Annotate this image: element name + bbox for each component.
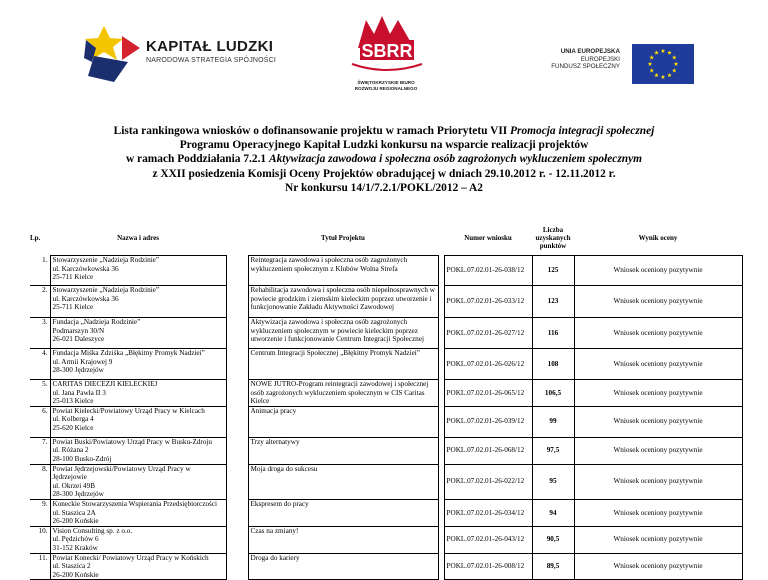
- table-row: [30, 318, 742, 349]
- evaluation-result: Wniosek oceniony pozytywnie: [574, 553, 742, 580]
- points-value: 125: [532, 256, 574, 286]
- title-line-2: Programu Operacyjnego Kapitał Ludzki konkursu na wsparcie realizacji projektów: [179, 139, 589, 152]
- eu-logo: [551, 44, 694, 84]
- project-title: Ekspresem do pracy: [250, 499, 309, 508]
- row-project-cell: [248, 499, 438, 526]
- table-row: [30, 349, 742, 380]
- title-line-1: [80, 124, 688, 138]
- evaluation-result: Wniosek oceniony pozytywnie: [574, 318, 742, 349]
- header-lp: Lp.: [30, 234, 41, 243]
- evaluation-result: Wniosek oceniony pozytywnie: [574, 349, 742, 380]
- table-row: [30, 437, 742, 464]
- table-row: [30, 286, 742, 318]
- project-title: Czas na zmiany!: [250, 526, 299, 535]
- applicant-address-street: ul. Staszica 2: [52, 562, 91, 571]
- header-result: Wynik oceny: [638, 233, 678, 242]
- title-line-3-italic: Aktywizacja zawodowa i społeczna osób zagrożonych wykluczeniem społecznym: [268, 153, 643, 166]
- sbrr-line-2: ROZWOJU REGIONALNEGO: [354, 86, 418, 91]
- row-spacer: [226, 380, 248, 407]
- applicant-name: Vision Consulting sp. z o.o.: [52, 526, 133, 535]
- applicant-name: Fundacja Miśka Zdziśka „Błękitny Promyk Nadziei”: [52, 349, 205, 357]
- table-row: [30, 464, 742, 499]
- evaluation-result: Wniosek oceniony pozytywnie: [574, 526, 742, 553]
- row-lp: 1.: [30, 256, 50, 286]
- row-project-cell: [248, 256, 438, 286]
- table-body: [30, 256, 742, 580]
- application-number: POKL.07.02.01-26-039/12: [444, 406, 532, 437]
- applicant-address-street: ul. Karczówkowska 36: [52, 264, 119, 273]
- row-name-cell: [50, 380, 226, 407]
- points-value: 95: [532, 464, 574, 499]
- header-number: Numer wniosku: [464, 233, 512, 242]
- table-row: [30, 380, 742, 407]
- row-project-cell: [248, 349, 438, 380]
- points-value: 106,5: [532, 380, 574, 407]
- row-lp: 8.: [30, 464, 50, 499]
- sbrr-logo: [338, 10, 434, 96]
- row-lp: 3.: [30, 318, 50, 349]
- points-value: 99: [532, 406, 574, 437]
- header-name: Nazwa i adres: [117, 233, 159, 242]
- row-project-cell: [248, 286, 438, 318]
- applicant-address-street: Podmarszyn 30/N: [52, 326, 105, 335]
- row-lp: 2.: [30, 286, 50, 318]
- kapital-ludzki-emblem-icon: [84, 22, 144, 84]
- row-name-cell: [50, 318, 226, 349]
- applicant-address-city: 28-300 Jędrzejów: [52, 490, 104, 499]
- applicant-address-city: 26-200 Końskie: [52, 517, 99, 526]
- applicant-address-street: ul. Armii Krajowej 9: [52, 357, 113, 366]
- table-row: [30, 526, 742, 553]
- applicant-address-city: 26-200 Końskie: [52, 570, 99, 579]
- application-number: POKL.07.02.01-26-008/12: [444, 553, 532, 580]
- project-title: Trzy alternatywy: [250, 437, 300, 446]
- row-project-cell: [248, 526, 438, 553]
- applicant-address-street: ul. Karczówkowska 36: [52, 294, 119, 303]
- row-lp: 4.: [30, 349, 50, 380]
- kapital-ludzki-logo: [84, 22, 277, 84]
- application-number: POKL.07.02.01-26-038/12: [444, 256, 532, 286]
- project-title: Moja droga do sukcesu: [250, 464, 318, 473]
- row-name-cell: [50, 499, 226, 526]
- application-number: POKL.07.02.01-26-068/12: [444, 437, 532, 464]
- row-lp: 11.: [30, 553, 50, 580]
- sbrr-line-1: ŚWIĘTOKRZYSKIE BIURO: [357, 80, 415, 85]
- table-row: [30, 553, 742, 580]
- evaluation-result: Wniosek oceniony pozytywnie: [574, 380, 742, 407]
- applicant-address-street: ul. Kolberga 4: [52, 415, 94, 424]
- row-spacer: [226, 553, 248, 580]
- ranking-table: [30, 221, 743, 580]
- points-value: 90,5: [532, 526, 574, 553]
- row-project-cell: [248, 318, 438, 349]
- row-name-cell: [50, 553, 226, 580]
- row-project-cell: [248, 553, 438, 580]
- evaluation-result: Wniosek oceniony pozytywnie: [574, 464, 742, 499]
- points-value: 94: [532, 499, 574, 526]
- application-number: POKL.07.02.01-26-034/12: [444, 499, 532, 526]
- row-name-cell: [50, 286, 226, 318]
- application-number: POKL.07.02.01-26-065/12: [444, 380, 532, 407]
- applicant-address-city: 25-711 Kielce: [52, 273, 94, 282]
- application-number: POKL.07.02.01-26-026/12: [444, 349, 532, 380]
- project-title: Animacja pracy: [250, 406, 297, 415]
- eu-line-1: UNIA EUROPEJSKA: [560, 48, 620, 55]
- row-spacer: [226, 256, 248, 286]
- row-spacer: [226, 286, 248, 318]
- row-lp: 10.: [30, 526, 50, 553]
- applicant-address-city: 25-711 Kielce: [52, 303, 94, 312]
- header-points: Liczba uzyskanych punktów: [535, 225, 571, 251]
- applicant-address-street: ul. Różana 2: [52, 446, 89, 455]
- application-number: POKL.07.02.01-26-043/12: [444, 526, 532, 553]
- kapital-ludzki-subtitle: NARODOWA STRATEGIA SPÓJNOŚCI: [146, 57, 277, 64]
- evaluation-result: Wniosek oceniony pozytywnie: [574, 406, 742, 437]
- table-row: [30, 256, 742, 286]
- evaluation-result: Wniosek oceniony pozytywnie: [574, 499, 742, 526]
- applicant-name: Powiat Jędrzejowski/Powiatowy Urząd Pracy w Jędrzejowie: [52, 464, 191, 482]
- title-line-3: [80, 152, 688, 166]
- applicant-name: Powiat Buski/Powiatowy Urząd Pracy w Busku-Zdroju: [52, 437, 213, 446]
- title-line-4: z XXII posiedzenia Komisji Oceny Projektów obradującej w dniach 29.10.2012 r. - 12.11.2012 r.: [152, 167, 616, 180]
- applicant-name: Stowarzyszenie „Nadzieja Rodzinie”: [52, 256, 160, 264]
- row-project-cell: [248, 406, 438, 437]
- applicant-name: Stowarzyszenie „Nadzieja Rodzinie”: [52, 286, 160, 294]
- evaluation-result: Wniosek oceniony pozytywnie: [574, 437, 742, 464]
- application-number: POKL.07.02.01-26-027/12: [444, 318, 532, 349]
- title-line-1-italic: Promocja integracji społecznej: [510, 125, 655, 137]
- row-spacer: [226, 499, 248, 526]
- eu-flag-icon: [632, 44, 694, 84]
- applicant-name: Powiat Kielecki/Powiatowy Urząd Pracy w Kielcach: [52, 406, 205, 415]
- eu-text-block: [551, 48, 620, 71]
- applicant-address-street: ul. Staszica 2A: [52, 508, 96, 517]
- applicant-name: Koneckie Stowarzyszenia Wspierania Przedsiębiorczości: [52, 499, 218, 508]
- title-line-1-text: Lista rankingowa wniosków o dofinansowanie projektu w ramach Priorytetu VII: [113, 125, 511, 137]
- table-row: [30, 499, 742, 526]
- evaluation-result: Wniosek oceniony pozytywnie: [574, 286, 742, 318]
- applicant-address-city: 25-013 Kielce: [52, 397, 94, 406]
- row-name-cell: [50, 437, 226, 464]
- project-title: Rehabilitacja zawodowa i społeczna osób niepełnosprawnych w powiecie grodzkim i ziemskim kieleckim poprzez utworzenie i funkcjonowanie Zakładu Aktywności Zawodowej: [250, 286, 435, 312]
- applicant-address-city: 26-021 Daleszyce: [52, 335, 105, 344]
- row-name-cell: [50, 349, 226, 380]
- title-line-5: Nr konkursu 14/1/7.2.1/POKL/2012 – A2: [285, 181, 483, 194]
- row-name-cell: [50, 256, 226, 286]
- applicant-name: Powiat Konecki/ Powiatowy Urząd Pracy w Końskich: [52, 553, 209, 562]
- applicant-address-street: ul. Pędzichów 6: [52, 535, 99, 544]
- table-header-row: [30, 221, 742, 256]
- applicant-address-city: 25-620 Kielce: [52, 423, 94, 432]
- applicant-name: Fundacja „Nadzieja Rodzinie”: [52, 318, 141, 326]
- sbrr-mark: SBRR: [361, 41, 413, 61]
- application-number: POKL.07.02.01-26-033/12: [444, 286, 532, 318]
- points-value: 108: [532, 349, 574, 380]
- row-name-cell: [50, 526, 226, 553]
- row-lp: 6.: [30, 406, 50, 437]
- applicant-address-street: ul. Jana Pawła II 3: [52, 388, 106, 397]
- points-value: 116: [532, 318, 574, 349]
- row-lp: 7.: [30, 437, 50, 464]
- project-title: Aktywizacja zawodowa i społeczna osób zagrożonych wykluczeniem społecznym w powiecie kieleckim poprzez utworzenie i funkcjonowanie Centrum Integracji Społecznej: [250, 318, 424, 344]
- points-value: 89,5: [532, 553, 574, 580]
- eu-line-3: FUNDUSZ SPOŁECZNY: [551, 63, 620, 71]
- applicant-address-street: ul. Okrzei 49B: [52, 481, 96, 490]
- row-spacer: [226, 349, 248, 380]
- row-spacer: [226, 318, 248, 349]
- row-spacer: [226, 406, 248, 437]
- row-spacer: [226, 437, 248, 464]
- row-lp: 5.: [30, 380, 50, 407]
- applicant-address-city: 31-152 Kraków: [52, 543, 98, 552]
- row-project-cell: [248, 464, 438, 499]
- row-name-cell: [50, 406, 226, 437]
- project-title: Centrum Integracji Społecznej „Błękitny Promyk Nadziei”: [250, 349, 420, 357]
- row-project-cell: [248, 380, 438, 407]
- application-number: POKL.07.02.01-26-022/12: [444, 464, 532, 499]
- row-spacer: [226, 464, 248, 499]
- points-value: 123: [532, 286, 574, 318]
- applicant-address-city: 28-300 Jędrzejów: [52, 366, 104, 375]
- row-name-cell: [50, 464, 226, 499]
- header-spacer-1: [226, 221, 248, 256]
- table-row: [30, 406, 742, 437]
- eu-line-2: EUROPEJSKI: [580, 55, 620, 63]
- kapital-ludzki-name: KAPITAŁ LUDZKI: [146, 38, 274, 55]
- project-title: Reintegracja zawodowa i społeczna osób zagrożonych wykluczeniem społecznym z Klubów Wolna Strefa: [250, 256, 408, 273]
- row-spacer: [226, 526, 248, 553]
- document-title: [80, 124, 688, 195]
- sbrr-emblem-icon: [338, 10, 434, 76]
- points-value: 97,5: [532, 437, 574, 464]
- row-project-cell: [248, 437, 438, 464]
- project-title: Droga do kariery: [250, 553, 300, 562]
- row-lp: 9.: [30, 499, 50, 526]
- title-line-3-text: w ramach Poddziałania 7.2.1: [125, 153, 269, 166]
- applicant-address-city: 28-100 Busko-Zdrój: [52, 454, 112, 463]
- applicant-name: CARITAS DIECEZJI KIELECKIEJ: [52, 380, 158, 388]
- header-project: Tytuł Projektu: [321, 233, 365, 242]
- project-title: NOWE JUTRO-Program reintegracji zawodowej i społecznej osób zagrożonych wykluczeniem społecznym w CIS Caritas Kielce: [250, 380, 429, 406]
- evaluation-result: Wniosek oceniony pozytywnie: [574, 256, 742, 286]
